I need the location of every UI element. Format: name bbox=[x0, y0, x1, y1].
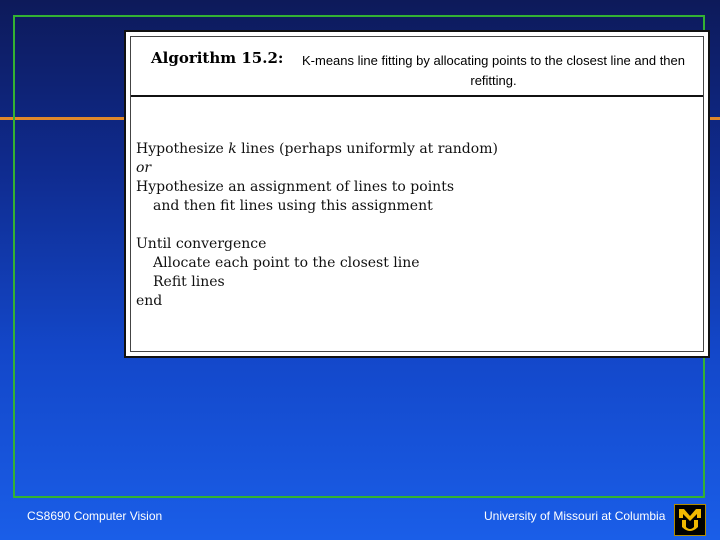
algorithm-body bbox=[136, 140, 696, 311]
algorithm-header bbox=[131, 37, 703, 97]
algorithm-line: Until convergence bbox=[136, 236, 267, 252]
algorithm-line: Allocate each point to the closest line bbox=[153, 255, 420, 271]
algorithm-line: end bbox=[136, 293, 163, 309]
footer-course: CS8690 Computer Vision bbox=[27, 509, 163, 523]
algorithm-line: Hypothesize k lines (perhaps uniformly at random) bbox=[136, 141, 498, 157]
mizzou-mu-logo-icon bbox=[674, 504, 706, 536]
footer-university: University of Missouri at Columbia bbox=[484, 509, 666, 523]
algorithm-line: Hypothesize an assignment of lines to points bbox=[136, 179, 455, 195]
algorithm-box bbox=[124, 30, 710, 358]
algorithm-line: and then fit lines using this assignment bbox=[153, 198, 433, 214]
algorithm-caption: K-means line fitting by allocating points to the closest line and then refitting. bbox=[301, 53, 685, 88]
algorithm-line: Refit lines bbox=[153, 274, 225, 290]
algorithm-number: Algorithm 15.2: bbox=[151, 49, 284, 67]
variable-k: k bbox=[228, 141, 237, 157]
algorithm-line: or bbox=[136, 160, 152, 176]
mu-logo-graphic bbox=[675, 505, 705, 535]
line-gap bbox=[136, 216, 696, 235]
